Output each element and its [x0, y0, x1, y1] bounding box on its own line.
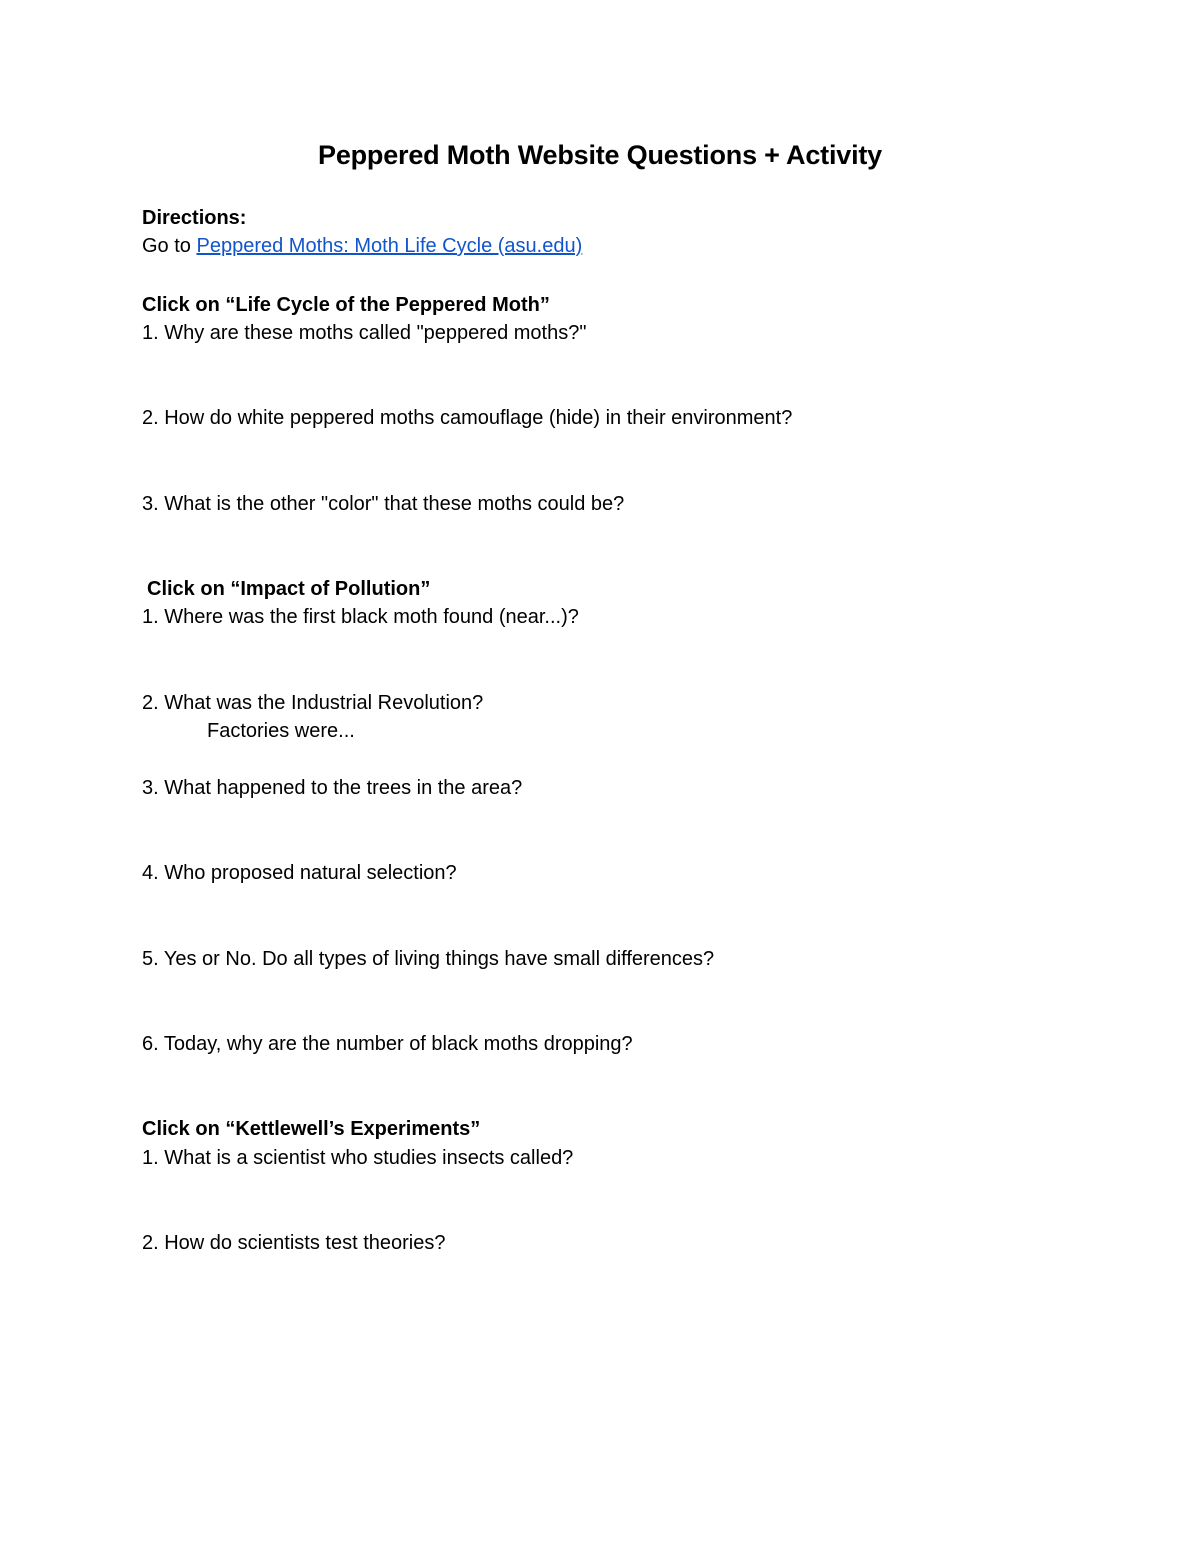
question-item: 2. What was the Industrial Revolution?	[142, 692, 484, 714]
question-item: 4. Who proposed natural selection?	[142, 862, 457, 884]
asu-link[interactable]: Peppered Moths: Moth Life Cycle (asu.edu)	[196, 235, 583, 257]
question-subline: Factories were...	[207, 720, 355, 742]
section-heading-pollution: Click on “Impact of Pollution”	[147, 578, 431, 600]
directions-heading: Directions:	[142, 207, 247, 229]
question-item: 3. What happened to the trees in the area?	[142, 777, 523, 799]
question-item: 2. How do white peppered moths camouflage (hide) in their environment?	[142, 407, 793, 429]
question-item: 6. Today, why are the number of black moths dropping?	[142, 1033, 633, 1055]
section-heading-life-cycle: Click on “Life Cycle of the Peppered Moth”	[142, 294, 550, 316]
question-item: 2. How do scientists test theories?	[142, 1232, 446, 1254]
question-item: 5. Yes or No. Do all types of living things have small differences?	[142, 948, 715, 970]
question-item: 1. What is a scientist who studies insects called?	[142, 1147, 574, 1169]
question-item: 3. What is the other "color" that these moths could be?	[142, 493, 625, 515]
page-title: Peppered Moth Website Questions + Activity	[318, 140, 882, 170]
question-item: 1. Where was the first black moth found (near...)?	[142, 606, 579, 628]
directions-block	[142, 204, 582, 260]
question-item: 1. Why are these moths called "peppered moths?"	[142, 322, 587, 344]
directions-line	[142, 232, 582, 260]
directions-prefix: Go to	[142, 235, 197, 257]
section-heading-kettlewell: Click on “Kettlewell’s Experiments”	[142, 1118, 481, 1140]
